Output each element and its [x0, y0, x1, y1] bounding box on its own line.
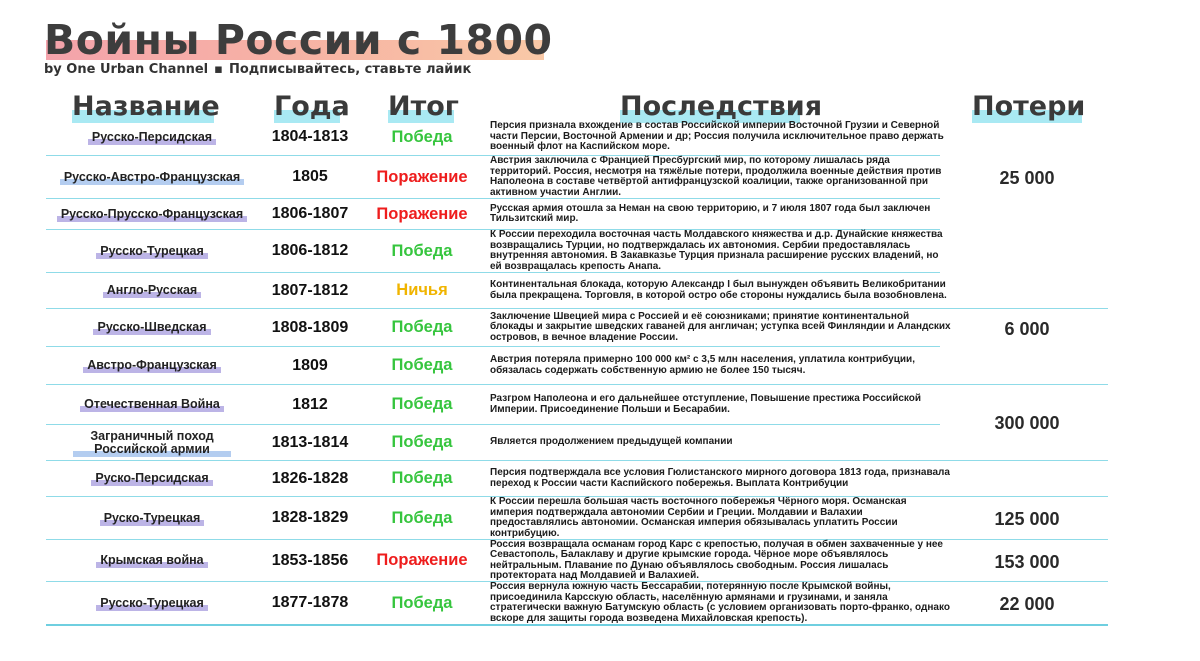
page-title: Войны России с 1800: [44, 16, 553, 64]
title-block: [44, 14, 553, 66]
war-result: Победа: [391, 593, 453, 612]
separator-dot: ▪: [214, 62, 223, 77]
losses-value: 300 000: [994, 413, 1060, 433]
war-consequences: Является продолжением предыдущей компании: [490, 436, 733, 448]
war-result: Поражение: [376, 204, 468, 223]
war-name: Русско-Турецкая: [46, 583, 258, 623]
war-name: Русско-Турецкая: [46, 231, 258, 271]
war-result: Ничья: [396, 281, 448, 299]
war-result: Поражение: [376, 167, 468, 186]
war-consequences: Австрия заключила с Францией Пресбургский мир, по которому лишалась ряда территорий. Россия, несмотря на тяжёлые потери, продолжила военные действия против Наполеона в составе четвёртой антифранцузской коалиции, также организованной при активном участии Англии.: [490, 155, 942, 198]
war-consequences: К России перешла большая часть восточного побережья Чёрного моря. Османская империя подтверждала автономии Сербии и Греции. Молдавии и Валахии предоставлялись автономии. Османская империя обязывалась уплатить России контрибуцию.: [490, 496, 907, 539]
war-result: Победа: [391, 469, 453, 487]
war-consequences: Россия вернула южную часть Бессарабии, потерянную после Крымской войны, присоединила Карсскую область, населённую армянами и грузинами, и заняла стратегически важную Батумскую область (с условием организовать порто-франко, однако вскоре для защиты города возведена Михайловская крепость).: [490, 581, 950, 624]
war-result: Победа: [391, 356, 453, 374]
author-credit: by One Urban Channel: [44, 62, 209, 77]
war-result: Победа: [391, 127, 453, 146]
war-result: Поражение: [376, 551, 468, 569]
war-consequences: Персия признала вхождение в состав Российской империи Восточной Грузии и Северной части Персии, Восточной Армении и др; Россия получила исключительное право держать военный флот на Каспийском море.: [490, 120, 944, 153]
header-result: Итог: [388, 91, 459, 122]
war-name: Русско-Прусско-Французская: [46, 200, 258, 228]
subtitle: [44, 62, 471, 77]
war-years: 1806-1812: [271, 242, 349, 259]
row-divider: [46, 198, 940, 199]
war-years: 1812: [292, 395, 328, 413]
header-name: Название: [72, 91, 220, 122]
row-divider: [46, 624, 1108, 626]
war-years: 1808-1809: [271, 318, 349, 336]
war-name: Крымская война: [46, 541, 258, 580]
war-years: 1804-1813: [271, 128, 349, 145]
losses-value: 22 000: [999, 594, 1055, 614]
row-divider: [46, 272, 940, 273]
war-years: 1813-1814: [271, 433, 349, 451]
war-consequences: Разгром Наполеона и его дальнейшее отступление, Повышение престижа Российской Империи. Присоединение Польши и Бесарабии.: [490, 393, 922, 415]
war-name: Русско-Шведская: [46, 310, 258, 345]
losses-value: 25 000: [999, 168, 1055, 188]
war-name: Руско-Персидская: [46, 462, 258, 495]
war-years: 1877-1878: [271, 594, 349, 611]
war-name: Руско-Турецкая: [46, 498, 258, 538]
war-years: 1809: [292, 356, 328, 374]
losses-value: 153 000: [994, 552, 1060, 572]
row-divider: [46, 460, 1108, 461]
losses-value: 6 000: [1004, 319, 1050, 339]
header-consequences: Последствия: [620, 91, 823, 122]
row-divider: [46, 308, 1108, 309]
war-years: 1805: [292, 168, 328, 185]
war-years: 1853-1856: [271, 551, 349, 569]
war-name: Австро-Французская: [46, 348, 258, 383]
war-result: Победа: [391, 395, 453, 413]
losses-value: 125 000: [994, 509, 1060, 529]
war-years: 1807-1812: [271, 281, 349, 299]
war-name: Англо-Русская: [46, 274, 258, 307]
war-name: Русско-Персидская: [46, 122, 258, 152]
war-result: Победа: [391, 508, 453, 527]
header-losses: Потери: [972, 91, 1086, 122]
war-consequences: Континентальная блокада, которую Александр I был вынужден объявить Великобритании была прекращена. Торговля, в которой остро обе стороны нуждались была возобновлена.: [490, 279, 947, 301]
war-years: 1806-1807: [271, 205, 349, 222]
war-result: Победа: [391, 241, 453, 260]
war-consequences: Австрия потеряла примерно 100 000 км² с 3,5 млн населения, уплатила контрибуции, обязалась содержать собственную армию не более 150 тысяч.: [490, 354, 915, 376]
header-years: Года: [274, 91, 350, 122]
war-consequences: Россия возвращала османам город Карс с крепостью, получая в обмен захваченные у нее Севастополь, Балаклаву и другие крымские города. Чёрное море объявлялось нейтральным. Плавание по Дунаю объявлялось свободным. Россия лишалась протектората над Молдавией и Валахией.: [490, 538, 943, 581]
call-to-action: Подписывайтесь, ставьте лайик: [228, 62, 472, 77]
war-consequences: Персия подтверждала все условия Гюлистанского мирного договора 1813 года, признавала переход к России части Каспийского побережья. Выплата Контрибуции: [490, 467, 950, 489]
war-consequences: Заключение Швецией мира с Россией и её союзниками; принятие континентальной блокады и закрытие шведских гаваней для англичан; уступка всей Финляндии и Аландских островов, в вечное владение России.: [490, 310, 951, 343]
war-result: Победа: [391, 318, 453, 336]
row-divider: [46, 384, 1108, 385]
row-divider: [46, 346, 940, 347]
war-consequences: К России переходила восточная часть Молдавского княжества и д.р. Дунайские княжества возвращались Турции, но подтверждалась их автономия. Сербии предоставлялась внутренняя автономия. В Закавказье Турция признала расширение русских владений, но ей возвращалась крепость Анапа.: [490, 229, 943, 272]
row-divider: [46, 424, 940, 425]
war-name: Заграничный поход Российской армии: [46, 426, 258, 459]
war-name: Русско-Австро-Французская: [46, 157, 258, 197]
war-name: Отечественная Война: [46, 386, 258, 423]
war-years: 1826-1828: [271, 469, 349, 487]
war-result: Победа: [391, 433, 453, 451]
war-consequences: Русская армия отошла за Неман на свою территорию, и 7 июля 1807 года был заключен Тильзитский мир.: [490, 202, 931, 224]
war-years: 1828-1829: [271, 509, 349, 526]
